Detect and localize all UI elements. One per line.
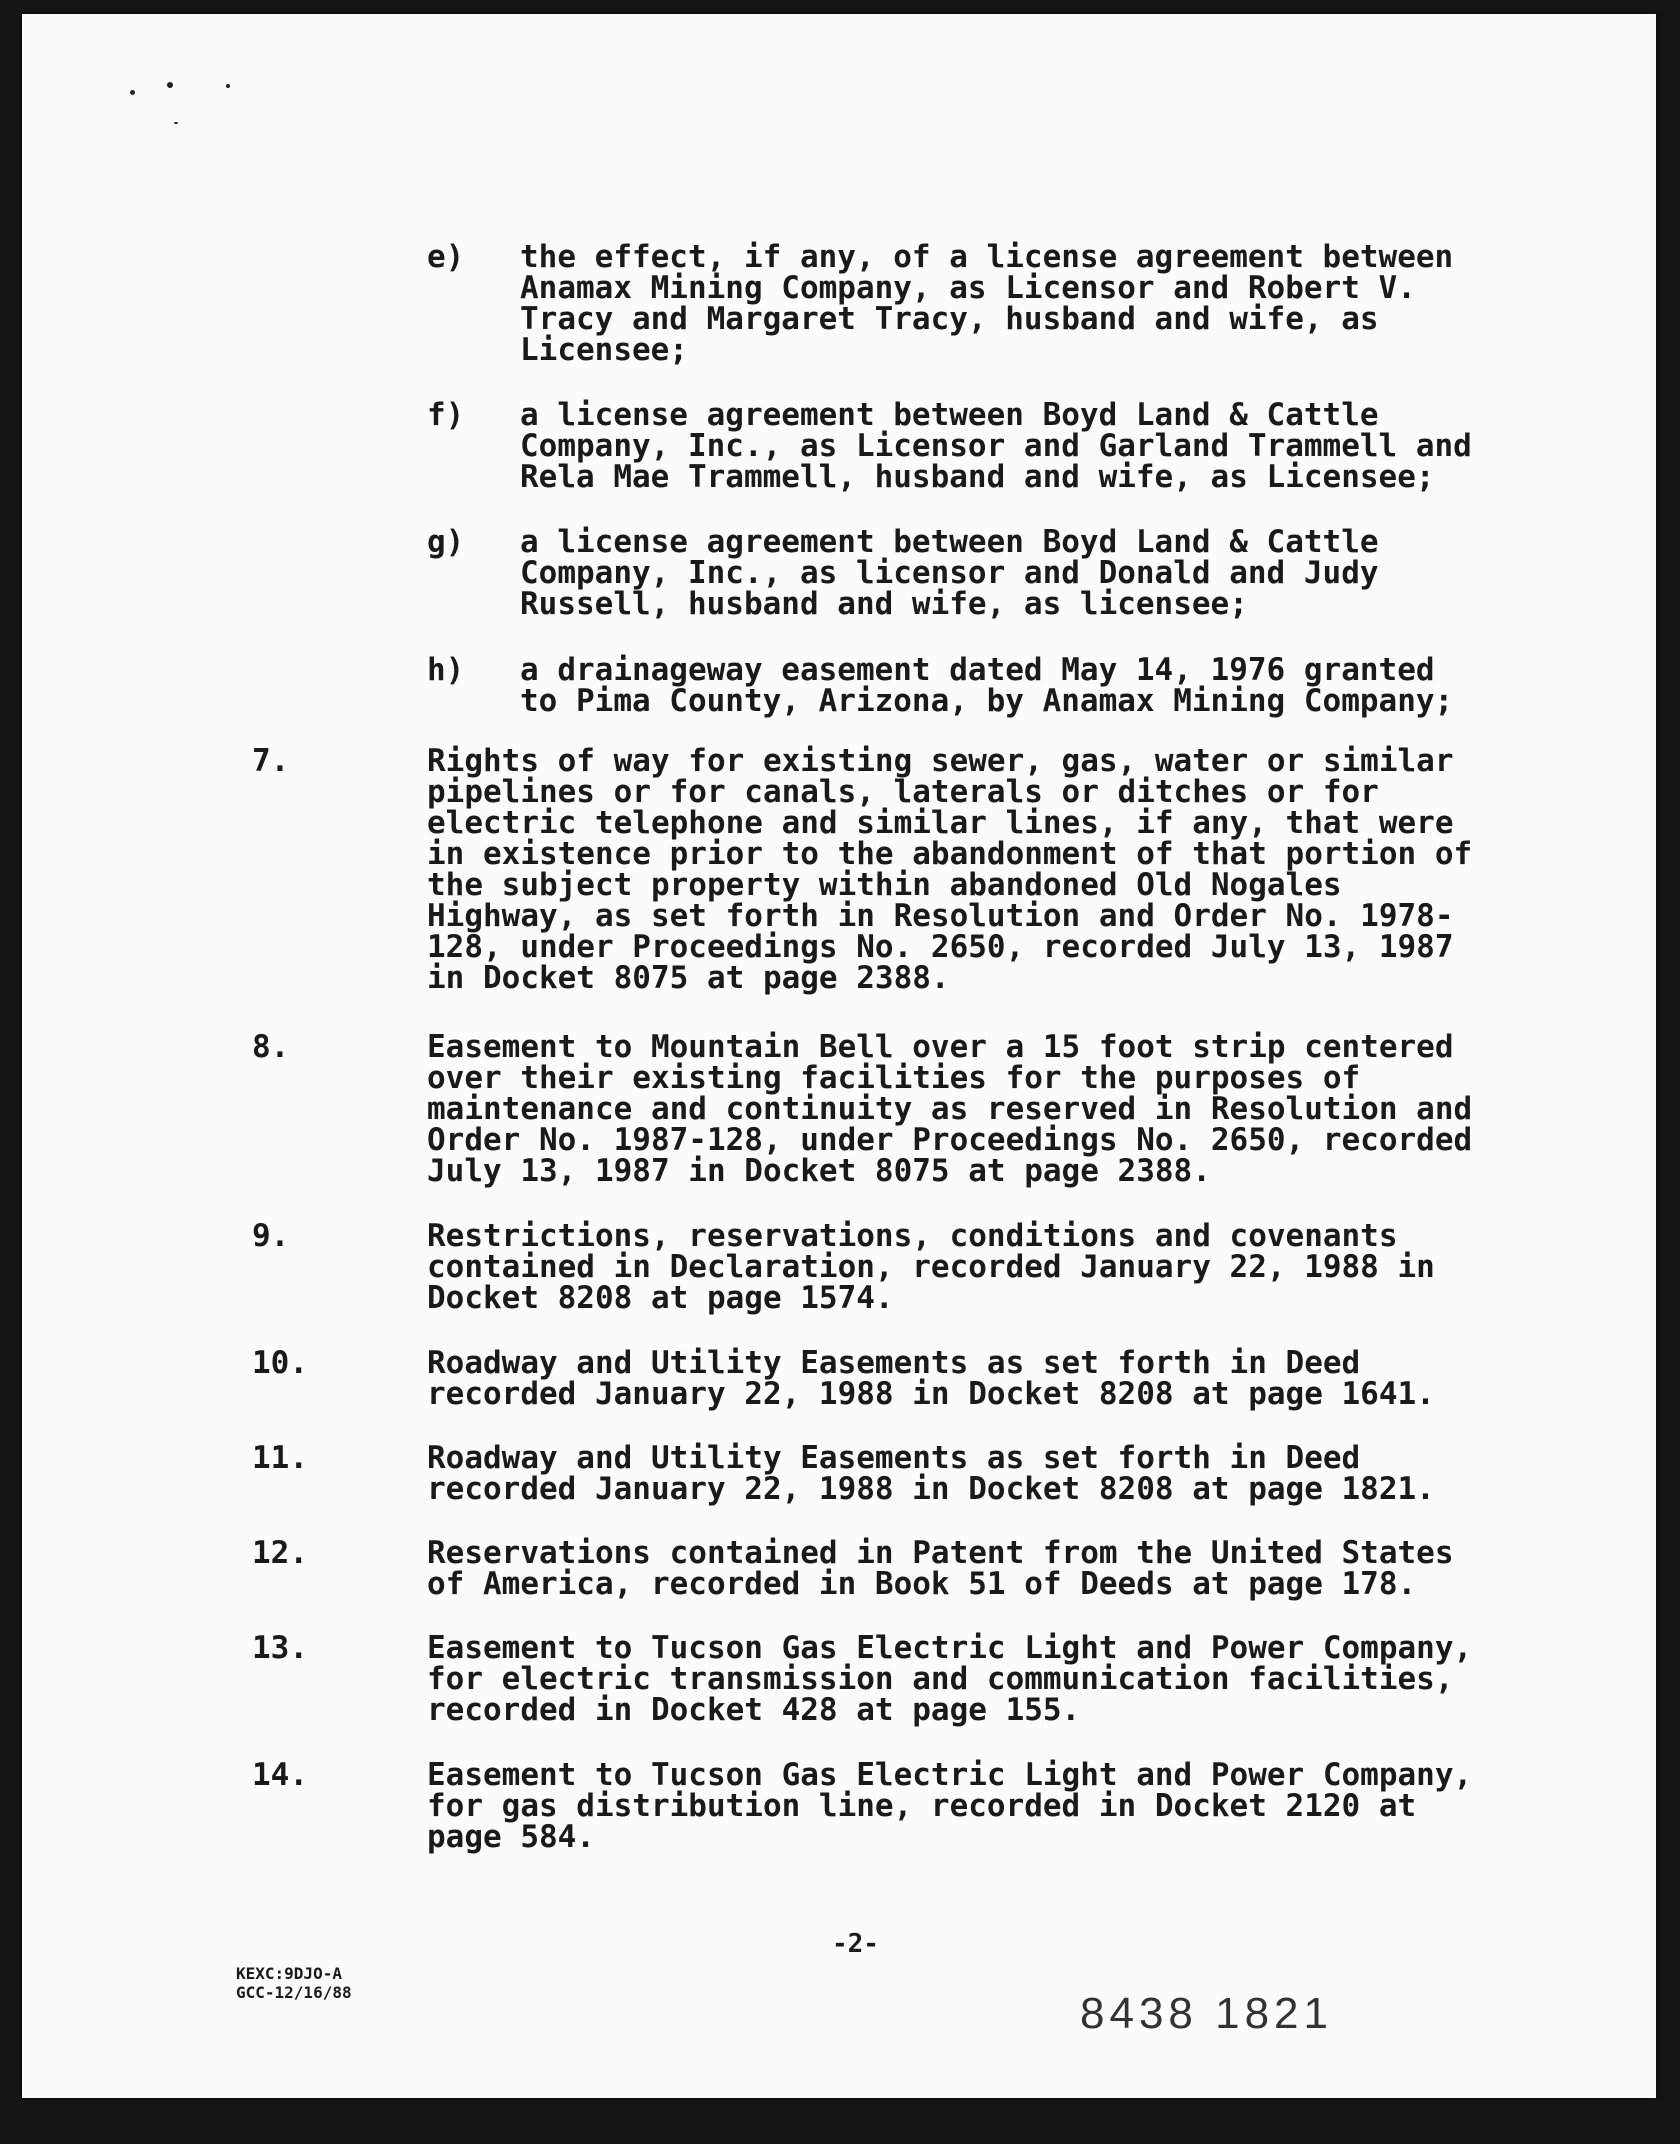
item-text: Easement to Tucson Gas Electric Light and Power Company, for gas distribution line, recorded in Docket 2120 at page 584. bbox=[427, 1757, 1473, 1855]
item-text: Reservations contained in Patent from the United States of America, recorded in Book 51 of Deeds at page 178. bbox=[427, 1535, 1454, 1602]
document-id: KEXC:9DJO-A GCC-12/16/88 bbox=[236, 1964, 352, 2002]
item-label: h) bbox=[427, 652, 465, 688]
item-number: 7. bbox=[252, 743, 290, 779]
item-text: Rights of way for existing sewer, gas, water or similar pipelines or for canals, laterals or ditches or for electric telephone and similar lines, if any, that were in existence prior to the abandonment of that portion of the subject property within abandoned Old Nogales Highway, as set forth in Resolution and Order No. 1978- 128, under Proceedings No. 2650, recorded July 13, 1987 in Docket 8075 at page 2388. bbox=[427, 743, 1473, 996]
item-number: 8. bbox=[252, 1029, 290, 1065]
item-number: 12. bbox=[252, 1535, 308, 1571]
item-number: 13. bbox=[252, 1630, 308, 1666]
item-label: e) bbox=[427, 239, 465, 275]
item-text: Roadway and Utility Easements as set forth in Deed recorded January 22, 1988 in Docket 8208 at page 1641. bbox=[427, 1345, 1435, 1412]
item-label: f) bbox=[427, 397, 465, 433]
item-number: 9. bbox=[252, 1218, 290, 1254]
item-text: a license agreement between Boyd Land & Cattle Company, Inc., as Licensor and Garland Trammell and Rela Mae Trammell, husband and wife, as Licensee; bbox=[520, 397, 1472, 495]
item-text: Easement to Mountain Bell over a 15 foot strip centered over their existing facilities for the purposes of maintenance and continuity as reserved in Resolution and Order No. 1987-128, under Proceedings No. 2650, recorded July 13, 1987 in Docket 8075 at page 2388. bbox=[427, 1029, 1473, 1189]
item-text: the effect, if any, of a license agreement between Anamax Mining Company, as Licensor and Robert V. Tracy and Margaret Tracy, husband and wife, as Licensee; bbox=[520, 239, 1454, 368]
item-text: a drainageway easement dated May 14, 1976 granted to Pima County, Arizona, by Anamax Mining Company; bbox=[520, 652, 1454, 719]
item-number: 14. bbox=[252, 1757, 308, 1793]
item-text: Restrictions, reservations, conditions and covenants contained in Declaration, recorded January 22, 1988 in Docket 8208 at page 1574. bbox=[427, 1218, 1435, 1316]
item-text: Easement to Tucson Gas Electric Light and Power Company, for electric transmission and communication facilities, recorded in Docket 428 at page 155. bbox=[427, 1630, 1473, 1728]
item-text: Roadway and Utility Easements as set forth in Deed recorded January 22, 1988 in Docket 8208 at page 1821. bbox=[427, 1440, 1435, 1507]
item-number: 11. bbox=[252, 1440, 308, 1476]
item-label: g) bbox=[427, 524, 465, 560]
docket-stamp: 8438 1821 bbox=[1080, 1989, 1333, 2038]
page-number: -2- bbox=[832, 1929, 879, 1959]
item-text: a license agreement between Boyd Land & Cattle Company, Inc., as licensor and Donald and Judy Russell, husband and wife, as licensee; bbox=[520, 524, 1379, 622]
item-number: 10. bbox=[252, 1345, 308, 1381]
document-page bbox=[22, 14, 1656, 2098]
